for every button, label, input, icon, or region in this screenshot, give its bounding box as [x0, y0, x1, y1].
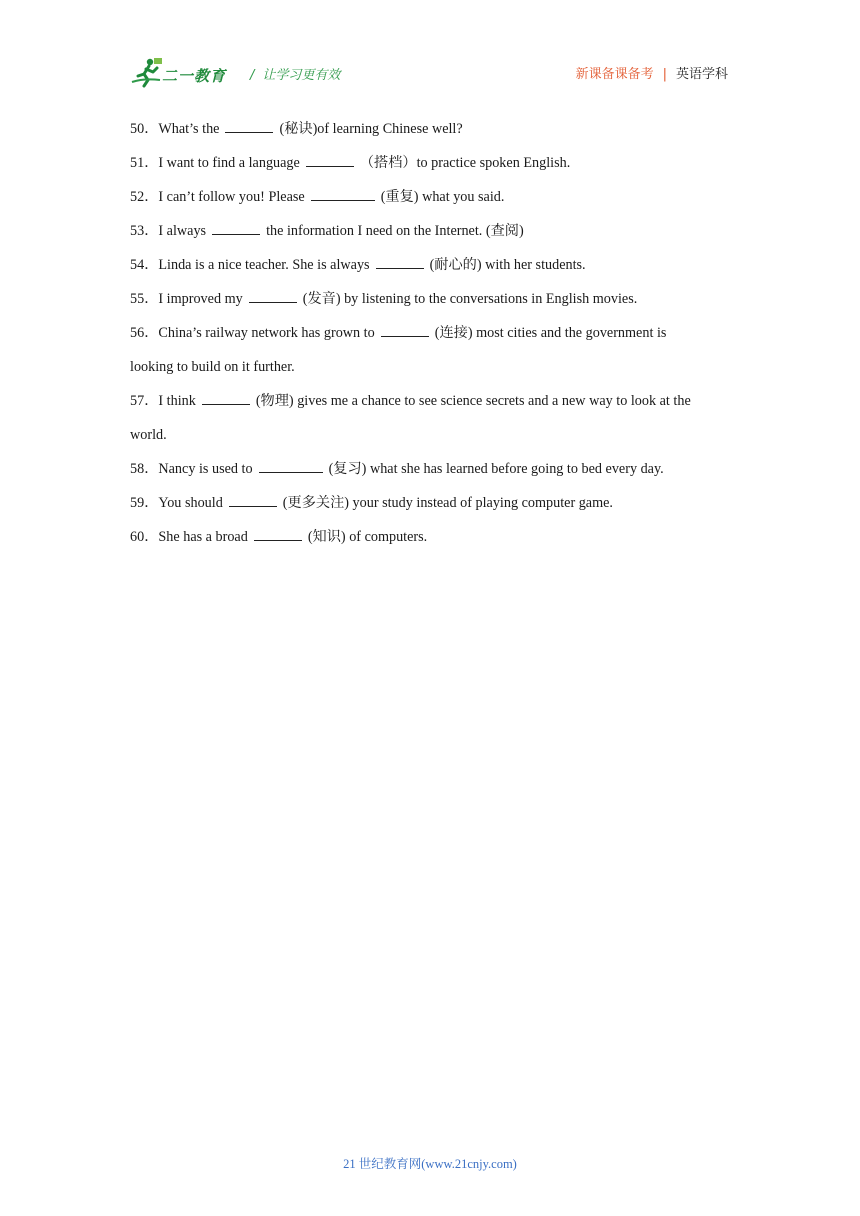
question-continuation: world.: [130, 427, 167, 443]
question-number: 52．: [130, 189, 159, 205]
question-number: 58．: [130, 461, 159, 477]
question-number: 59．: [130, 495, 159, 511]
question-text-after: (知识) of computers.: [307, 529, 428, 545]
question-text-before: She has a broad: [158, 529, 248, 545]
answer-blank: [311, 186, 375, 201]
question-item: [130, 146, 734, 180]
question-text-before: What’s the: [158, 121, 220, 137]
course-label: 新课备课备考: [575, 67, 654, 82]
question-text-before: I want to find a language: [158, 155, 300, 171]
question-text-after: (连接) most cities and the government is: [434, 325, 667, 341]
answer-blank: [306, 152, 354, 167]
question-item: [130, 452, 734, 486]
subject-tag: 新课备课备考 | 英语学科: [575, 67, 728, 82]
question-text-after: the information I need on the Internet. (查阅): [266, 223, 524, 239]
question-text-before: I think: [158, 393, 196, 409]
question-text-before: Linda is a nice teacher. She is always: [158, 257, 370, 273]
question-text-after: (发音) by listening to the conversations in English movies.: [302, 291, 638, 307]
question-item: [130, 520, 734, 554]
question-text-before: I can’t follow you! Please: [158, 189, 305, 205]
runner-logo-icon: [130, 56, 164, 88]
slogan: / 让学习更有效: [250, 68, 341, 83]
answer-blank: [202, 390, 250, 405]
page-footer: 21 世纪教育网(www.21cnjy.com): [343, 1157, 517, 1171]
question-item: [130, 112, 734, 146]
answer-blank: [229, 492, 277, 507]
question-text-before: I always: [158, 223, 207, 239]
question-number: 60．: [130, 529, 159, 545]
answer-blank: [376, 254, 424, 269]
logo-text: 二一教育: [162, 67, 227, 85]
answer-blank: [254, 526, 302, 541]
answer-blank: [225, 118, 273, 133]
question-number: 51．: [130, 155, 159, 171]
question-item: [130, 316, 734, 350]
question-text-after: (耐心的) with her students.: [429, 257, 586, 273]
question-item: [130, 384, 734, 418]
question-text-after: (更多关注) your study instead of playing computer game.: [282, 495, 613, 511]
answer-blank: [381, 322, 429, 337]
question-item: [130, 180, 734, 214]
answer-blank: [249, 288, 297, 303]
question-continuation: looking to build on it further.: [130, 359, 295, 375]
question-text-after: （搭档）to practice spoken English.: [359, 155, 571, 171]
subject-label: 英语学科: [675, 67, 728, 82]
question-text-after: (秘诀)of learning Chinese well?: [279, 121, 463, 137]
question-number: 57．: [130, 393, 159, 409]
question-number: 55．: [130, 291, 159, 307]
question-list: [130, 112, 734, 554]
question-item: [130, 214, 734, 248]
question-text-after: (物理) gives me a chance to see science secrets and a new way to look at the: [255, 393, 691, 409]
question-text-before: You should: [158, 495, 223, 511]
question-item: [130, 282, 734, 316]
question-text-before: China’s railway network has grown to: [158, 325, 375, 341]
question-number: 54．: [130, 257, 159, 273]
question-text-after: (复习) what she has learned before going to bed every day.: [328, 461, 664, 477]
answer-blank: [212, 220, 260, 235]
logo: [130, 56, 236, 88]
question-text-before: I improved my: [158, 291, 243, 307]
question-item: [130, 248, 734, 282]
question-number: 56．: [130, 325, 159, 341]
page-header: [130, 56, 730, 88]
question-text-after: (重复) what you said.: [380, 189, 505, 205]
question-item: [130, 486, 734, 520]
answer-blank: [259, 458, 323, 473]
question-number: 50．: [130, 121, 159, 137]
question-number: 53．: [130, 223, 159, 239]
slogan-text: 让学习更有效: [262, 68, 341, 83]
question-text-before: Nancy is used to: [158, 461, 253, 477]
